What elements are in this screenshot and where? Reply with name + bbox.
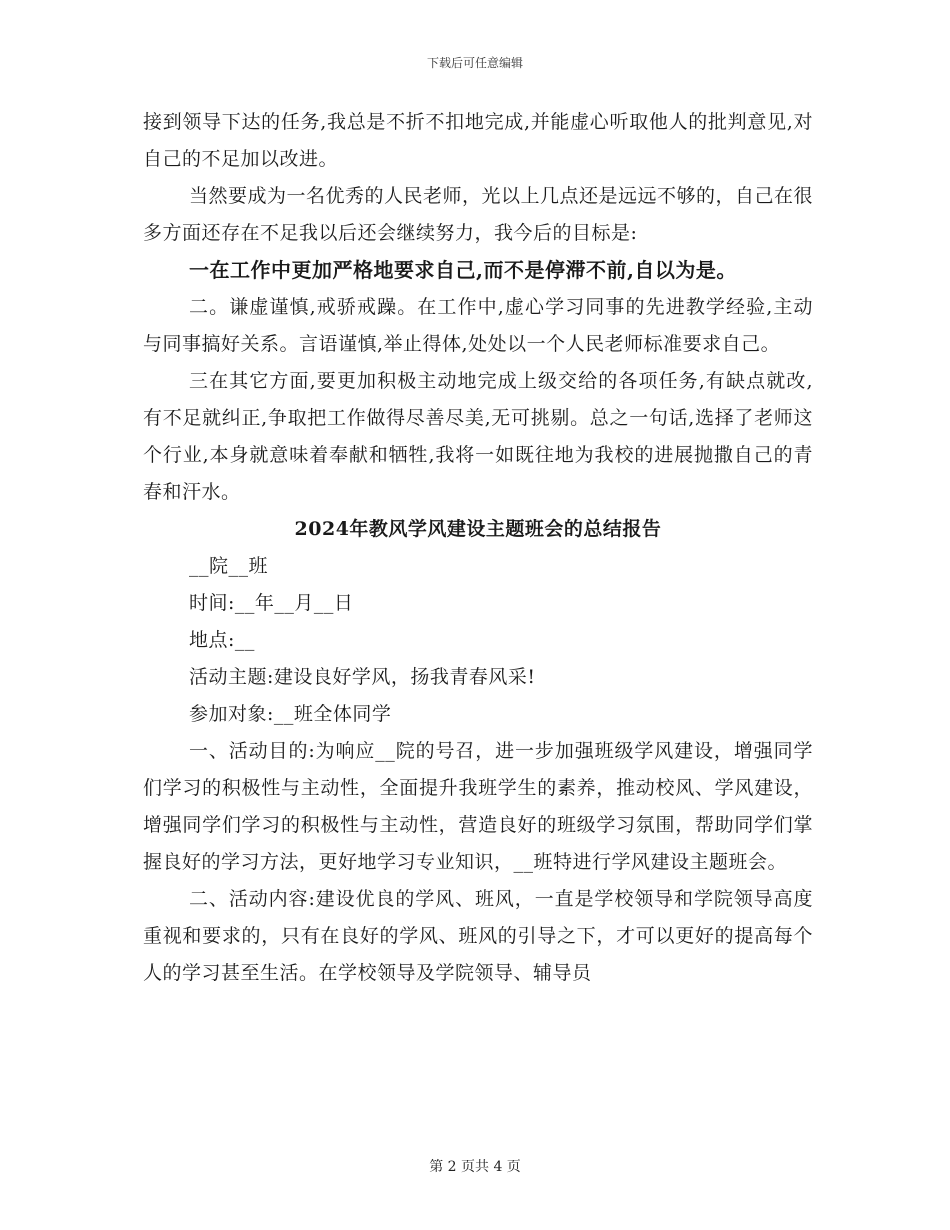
- report-class-line: __院__班: [189, 555, 269, 577]
- report-purpose: 一、活动目的:为响应__院的号召，进一步加强班级学风建设，增强同学们学习的积极性与主动性，全面提升我班学生的素养，推动校风、学风建设，增强同学们学习的积极性与主动性，营造良好的班级学习氛围，帮助同学们掌握良好的学习方法，更好地学习专业知识，__班特进行学风建设主题班会。: [143, 740, 813, 873]
- paragraph-2: 当然要成为一名优秀的人民老师，光以上几点还是远远不够的，自己在很多方面还存在不足我以后还会继续努力，我今后的目标是:: [143, 185, 814, 244]
- report-content: 二、活动内容:建设优良的学风、班风，一直是学校领导和学院领导高度重视和要求的，只有在良好的学风、班风的引导之下，才可以更好的提高每个人的学习甚至生活。在学校领导及学院领导、辅导员: [143, 888, 813, 984]
- report-time-line: 时间:__年__月__日: [189, 592, 354, 614]
- report-participants-line: 参加对象:__班全体同学: [189, 703, 392, 725]
- goal-2: 二。谦虚谨慎,戒骄戒躁。在工作中,虚心学习同事的先进教学经验,主动与同事搞好关系。言语谨慎,举止得体,处处以一个人民老师标准要求自己。: [143, 296, 813, 355]
- page-footer: 第 2 页共 4 页: [429, 1159, 521, 1175]
- report-place-line: 地点:__: [189, 629, 255, 651]
- report-title: 2024年教风学风建设主题班会的总结报告: [294, 518, 662, 540]
- paragraph-1: 接到领导下达的任务,我总是不折不扣地完成,并能虚心听取他人的批判意见,对自己的不足加以改进。: [143, 111, 813, 170]
- document-body: [143, 104, 813, 992]
- goal-1: 一在工作中更加严格地要求自己,而不是停滞不前,自以为是。: [189, 258, 737, 282]
- goal-3: 三在其它方面,要更加积极主动地完成上级交给的各项任务,有缺点就改,有不足就纠正,争取把工作做得尽善尽美,无可挑剔。总之一句话,选择了老师这个行业,本身就意味着奉献和牺牲,我将一如既往地为我校的进展抛撒自己的青春和汗水。: [143, 370, 813, 503]
- page-header: 下载后可任意编辑: [426, 56, 523, 70]
- report-theme-line: 活动主题:建设良好学风，扬我青春风采!: [189, 666, 536, 688]
